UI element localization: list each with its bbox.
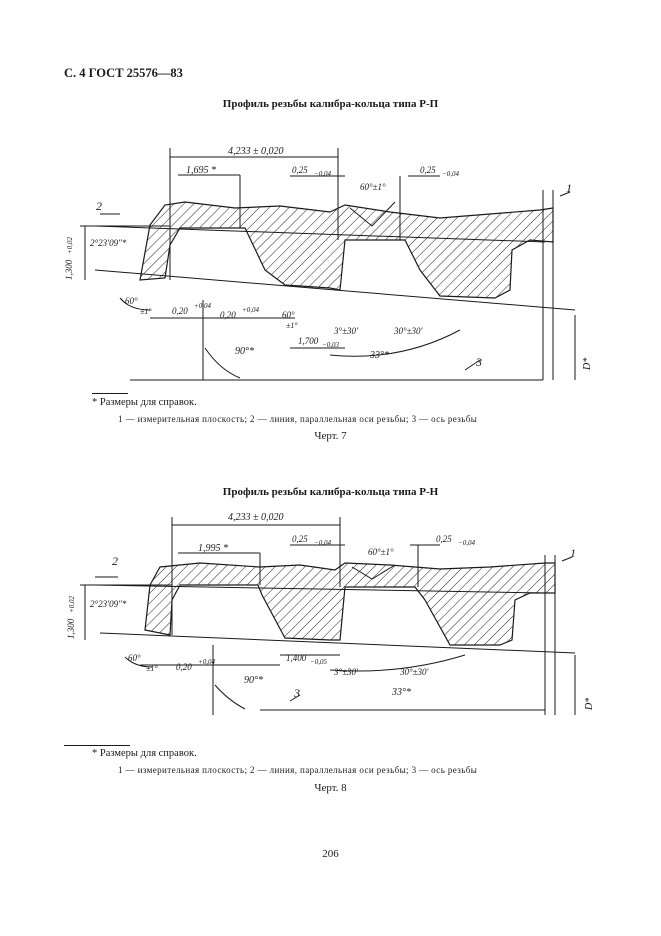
footnote-rule xyxy=(64,745,130,746)
angle-33: 33°* xyxy=(370,350,389,361)
dim-diameter: D* xyxy=(584,697,595,710)
figure-title: Профиль резьбы калибра-кольца типа Р-Н xyxy=(222,486,439,498)
angle-top: 60°±1° xyxy=(368,547,394,557)
dim-root-r-sup: +0,04 xyxy=(194,302,211,310)
dim-diameter: D* xyxy=(582,357,593,370)
angle-30: 30°±30′ xyxy=(400,667,429,677)
legend: 1 — измерительная плоскость; 2 — линия, параллельная оси резьбы; 3 — ось резьбы xyxy=(118,414,478,424)
dim-tol-left-sub: −0,04 xyxy=(314,539,331,547)
figure-title: Профиль резьбы калибра-кольца типа Р-П xyxy=(222,98,439,110)
angle-flank-left-tol: ±1° xyxy=(146,664,158,673)
dim-height: 1,300 xyxy=(64,259,74,280)
thread-profile-drawing xyxy=(0,130,661,390)
angle-small: 3°±30′ xyxy=(334,667,359,677)
dim-root-r: 0,20 xyxy=(172,306,188,316)
dim-height: 1,300 xyxy=(66,618,76,639)
dim-crest: 1,995 * xyxy=(198,543,228,554)
dim-pitch: 4,233 ± 0,020 xyxy=(228,146,284,157)
dim-tol-left: 0,25 xyxy=(292,165,308,175)
footnote: * Размеры для справок. xyxy=(92,748,197,759)
dim-tol-right-sub: −0,04 xyxy=(442,170,459,178)
dim-root-r2-sup: +0,04 xyxy=(242,306,259,314)
dim-height-sup: +0,02 xyxy=(66,237,74,254)
dim-root-r: 0,20 xyxy=(176,662,192,672)
dim-pitch: 4,233 ± 0,020 xyxy=(228,512,284,523)
angle-30: 30°±30′ xyxy=(394,326,423,336)
angle-flank-right-tol: ±1° xyxy=(286,321,298,330)
dim-tol-left-sub: −0,04 xyxy=(314,170,331,178)
angle-top: 60°±1° xyxy=(360,182,386,192)
page-number: 206 xyxy=(322,848,339,860)
dim-tol-left: 0,25 xyxy=(292,534,308,544)
dim-height-sup: +0,02 xyxy=(68,596,76,613)
angle-flank-right: 60° xyxy=(282,310,295,320)
callout-1: 1 xyxy=(570,546,576,560)
callout-1: 1 xyxy=(566,181,572,195)
thread-profile-drawing xyxy=(0,505,661,740)
dim-root-r2: 0,20 xyxy=(220,310,236,320)
dim-tol-right-sub: −0,04 xyxy=(458,539,475,547)
angle-taper: 2°23′09″* xyxy=(90,599,127,609)
callout-2: 2 xyxy=(112,554,118,568)
page-header: С. 4 ГОСТ 25576—83 xyxy=(64,66,183,80)
callout-3: 3 xyxy=(476,355,482,369)
dim-crest: 1,695 * xyxy=(186,165,216,176)
dim-width-root: 1,700 xyxy=(298,336,319,346)
dim-width-root: 1,400 xyxy=(286,653,307,663)
angle-90: 90°* xyxy=(244,675,263,686)
legend: 1 — измерительная плоскость; 2 — линия, параллельная оси резьбы; 3 — ось резьбы xyxy=(118,765,478,775)
dim-tol-right: 0,25 xyxy=(420,165,436,175)
angle-small: 3°±30′ xyxy=(334,326,359,336)
figure-caption: Черт. 7 xyxy=(314,430,347,442)
dim-width-root-sub: −0,03 xyxy=(322,341,339,349)
footnote-rule xyxy=(92,393,128,394)
angle-flank-left-tol: ±1° xyxy=(140,307,152,316)
angle-33: 33°* xyxy=(392,687,411,698)
dim-root-r-sup: +0,04 xyxy=(198,658,215,666)
angle-90: 90°* xyxy=(235,346,254,357)
footnote: * Размеры для справок. xyxy=(92,397,197,408)
callout-3: 3 xyxy=(294,686,300,700)
angle-taper: 2°23′09″* xyxy=(90,238,127,248)
angle-flank-left: 60° xyxy=(125,296,138,306)
dim-tol-right: 0,25 xyxy=(436,534,452,544)
figure-caption: Черт. 8 xyxy=(314,782,347,794)
dim-width-root-sub: −0,05 xyxy=(310,658,327,666)
callout-2: 2 xyxy=(96,199,102,213)
angle-flank-left: 60° xyxy=(128,653,141,663)
